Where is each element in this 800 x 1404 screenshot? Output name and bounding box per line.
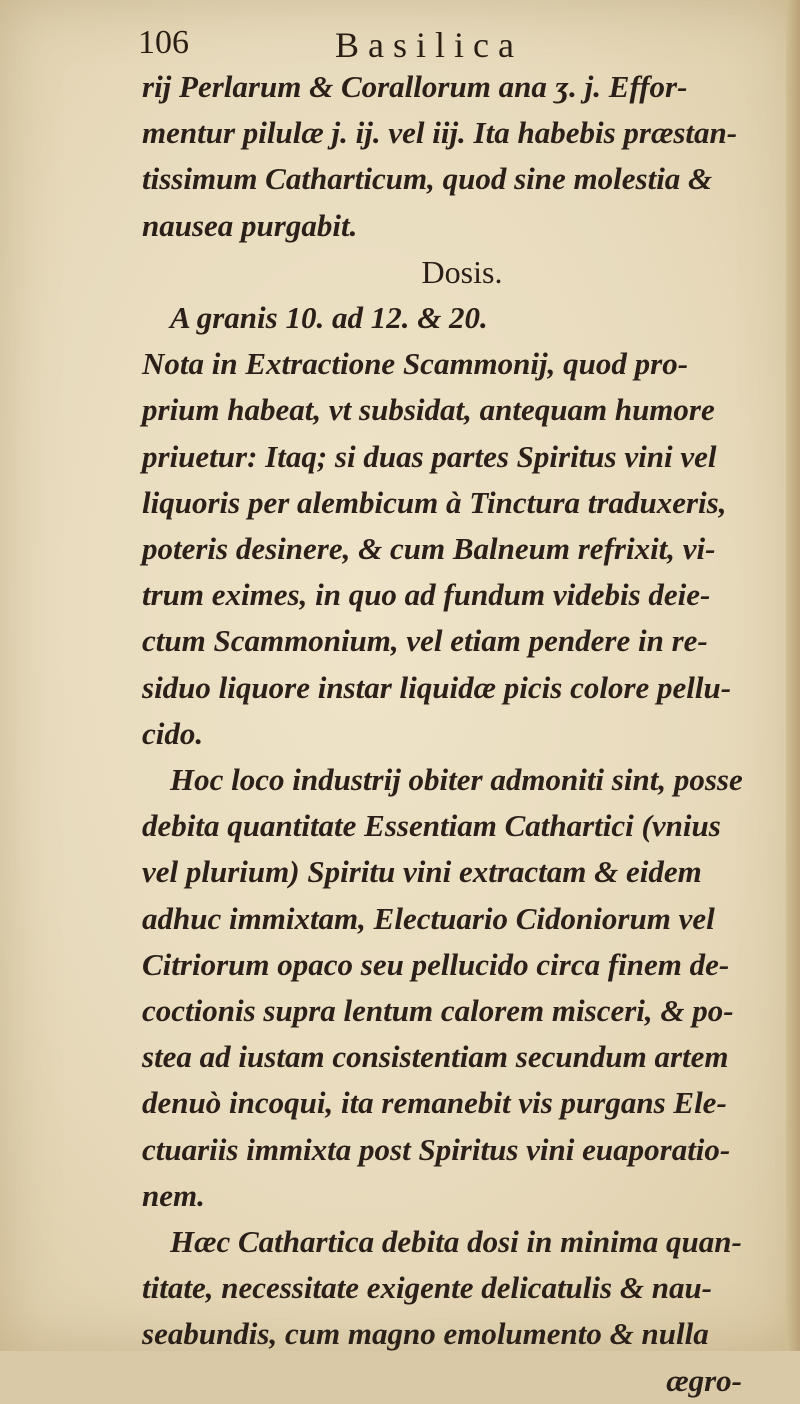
text-line: liquoris per alembicum à Tinctura traduxeris, — [142, 484, 727, 520]
text-line: rij Perlarum & Corallorum ana ʒ. j. Effor- — [142, 69, 688, 104]
text-line: ctuariis immixta post Spiritus vini euaporatio- — [142, 1131, 731, 1167]
text-line: Hoc loco industrij obiter admoniti sint, posse — [170, 762, 743, 798]
catchword: ægro- — [666, 1362, 742, 1398]
text-line: Nota in Extractione Scammonij, quod pro- — [142, 346, 689, 382]
text-line: adhuc immixtam, Electuario Cidoniorum vel — [142, 900, 715, 936]
text-line: priuetur: Itaq; si duas partes Spiritus vini vel — [142, 438, 717, 474]
running-head: Basilica — [335, 25, 523, 65]
text-line: A granis 10. ad 12. & 20. — [170, 300, 488, 336]
text-line: stea ad iustam consistentiam secundum artem — [142, 1039, 729, 1075]
text-line: titate, necessitate exigente delicatulis & nau- — [142, 1270, 713, 1306]
page-number: 106 — [138, 24, 189, 61]
text-line: ctum Scammonium, vel etiam pendere in re- — [142, 623, 708, 659]
text-line: nausea purgabit. — [142, 207, 358, 243]
text-line: cido. — [142, 715, 204, 751]
text-line: vel plurium) Spiritu vini extractam & eidem — [142, 854, 702, 890]
text-line: prium habeat, vt subsidat, antequam humore — [142, 392, 715, 428]
text-line: seabundis, cum magno emolumento & nulla — [142, 1316, 709, 1352]
text-line: Citriorum opaco seu pellucido circa finem de- — [142, 946, 730, 982]
page-gutter — [786, 0, 800, 1351]
text-line: nem. — [142, 1177, 205, 1213]
text-line: Hæc Cathartica debita dosi in minima quan- — [170, 1224, 742, 1260]
text-line: debita quantitate Essentiam Cathartici (vnius — [142, 808, 721, 844]
text-line: trum eximes, in quo ad fundum videbis deie- — [142, 577, 711, 613]
text-line: poteris desinere, & cum Balneum refrixit, vi- — [142, 531, 716, 567]
text-line: coctionis supra lentum calorem misceri, & po- — [142, 993, 734, 1029]
section-heading-dosis: Dosis. — [421, 253, 503, 290]
text-line: denuò incoqui, ita remanebit vis purgans Ele- — [142, 1085, 727, 1121]
text-line: siduo liquore instar liquidæ picis colore pellu- — [142, 669, 732, 705]
text-line: mentur pilulæ j. ij. vel iij. Ita habebis præstan- — [142, 115, 738, 151]
text-line: tissimum Catharticum, quod sine molestia & — [142, 161, 713, 197]
body-text — [142, 64, 782, 1404]
page-header — [110, 18, 630, 68]
